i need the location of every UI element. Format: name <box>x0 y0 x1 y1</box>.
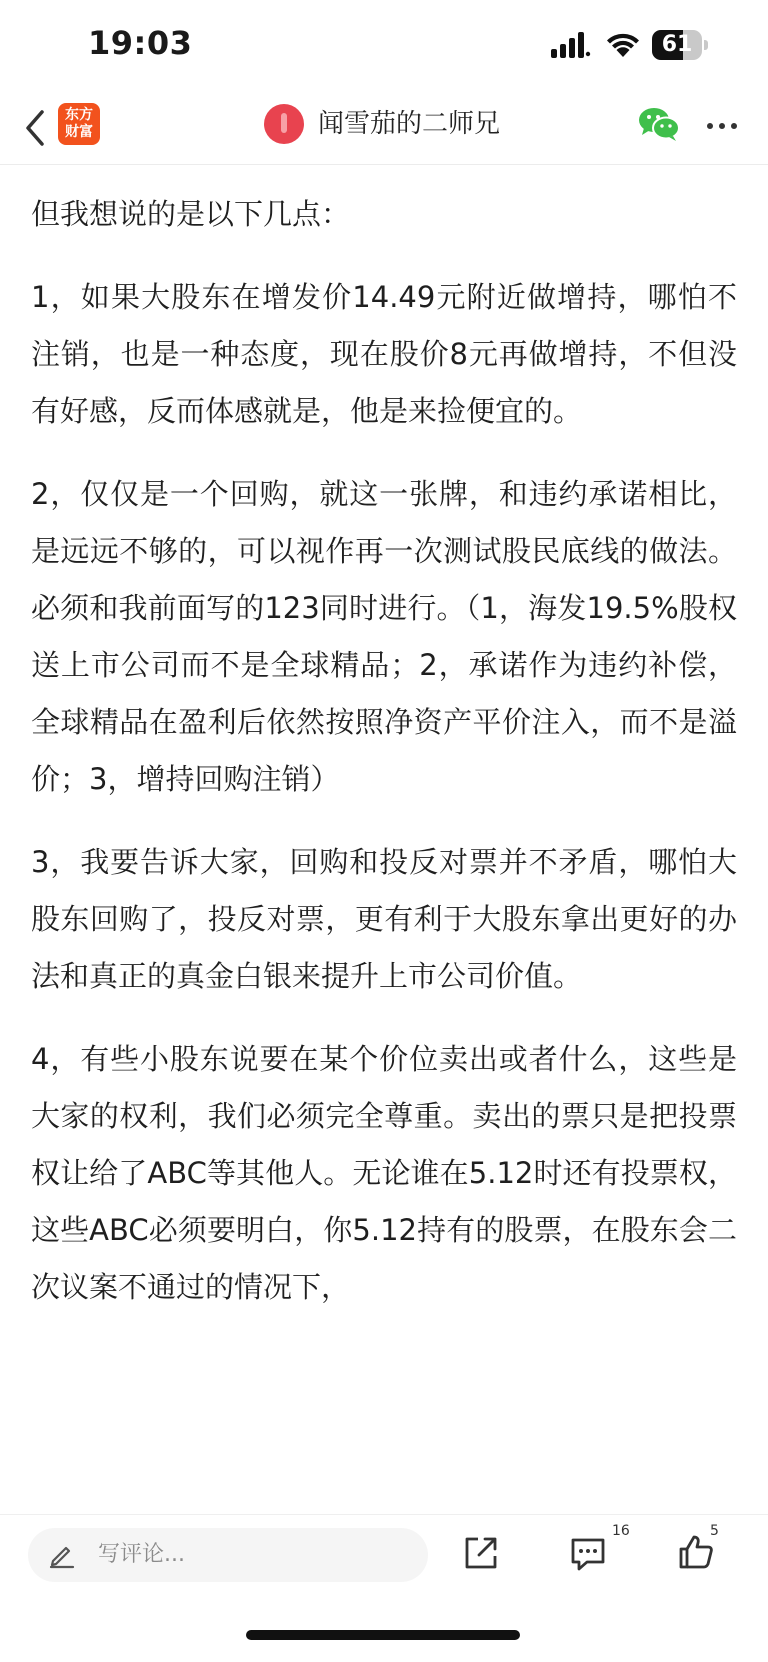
share-icon[interactable] <box>463 1535 499 1571</box>
back-chevron-icon[interactable] <box>18 106 54 150</box>
like-count: 5 <box>710 1523 719 1539</box>
app-logo-line1: 东方 <box>65 107 93 123</box>
bottom-toolbar <box>0 1514 768 1595</box>
home-indicator <box>246 1630 520 1640</box>
status-time: 19:03 <box>88 24 193 62</box>
comment-placeholder: 写评论... <box>98 1542 185 1567</box>
article-paragraph: 但我想说的是以下几点： <box>31 197 351 231</box>
article-paragraph: 3，我要告诉大家，回购和投反对票并不矛盾，哪怕大股东回购了，投反对票，更有利于大股东拿出更好的办法和真正的真金白银来提升上市公司价值。 <box>31 845 737 993</box>
status-bar <box>0 0 768 92</box>
app-logo-line2: 财富 <box>65 124 93 140</box>
battery-level: 61 <box>661 32 693 57</box>
comment-input[interactable] <box>28 1528 428 1582</box>
article-paragraph: 1，如果大股东在增发价14.49元附近做增持，哪怕不注销，也是一种态度，现在股价8元再做增持，不但没有好感，反而体感就是，他是来捡便宜的。 <box>31 280 737 428</box>
wechat-icon[interactable] <box>638 106 680 142</box>
more-icon[interactable] <box>706 110 738 142</box>
author-name[interactable]: 闻雪茄的二师兄 <box>318 109 501 139</box>
wifi-icon <box>605 30 641 58</box>
comments-icon[interactable] <box>569 1535 607 1573</box>
nav-header <box>0 92 768 165</box>
comment-count: 16 <box>612 1523 630 1539</box>
battery-icon <box>652 30 708 60</box>
article-body[interactable] <box>0 164 768 1514</box>
article-paragraph: 4，有些小股东说要在某个价位卖出或者什么，这些是大家的权利，我们必须完全尊重。卖出的票只是把投票权让给了ABC等其他人。无论谁在5.12时还有投票权，这些ABC必须要明白，你5.12持有的股票，在股东会二次议案不通过的情况下， <box>31 1042 737 1304</box>
app-logo[interactable] <box>58 103 100 145</box>
article-paragraph: 2，仅仅是一个回购，就这一张牌，和违约承诺相比，是远远不够的，可以视作再一次测试股民底线的做法。必须和我前面写的123同时进行。（1，海发19.5%股权送上市公司而不是全球精品；2，承诺作为违约补偿，全球精品在盈利后依然按照净资产平价注入，而不是溢价；3，增持回购注销） <box>31 477 737 796</box>
pencil-icon <box>48 1541 76 1569</box>
cellular-signal-icon <box>551 32 591 58</box>
author-avatar[interactable] <box>264 104 304 144</box>
